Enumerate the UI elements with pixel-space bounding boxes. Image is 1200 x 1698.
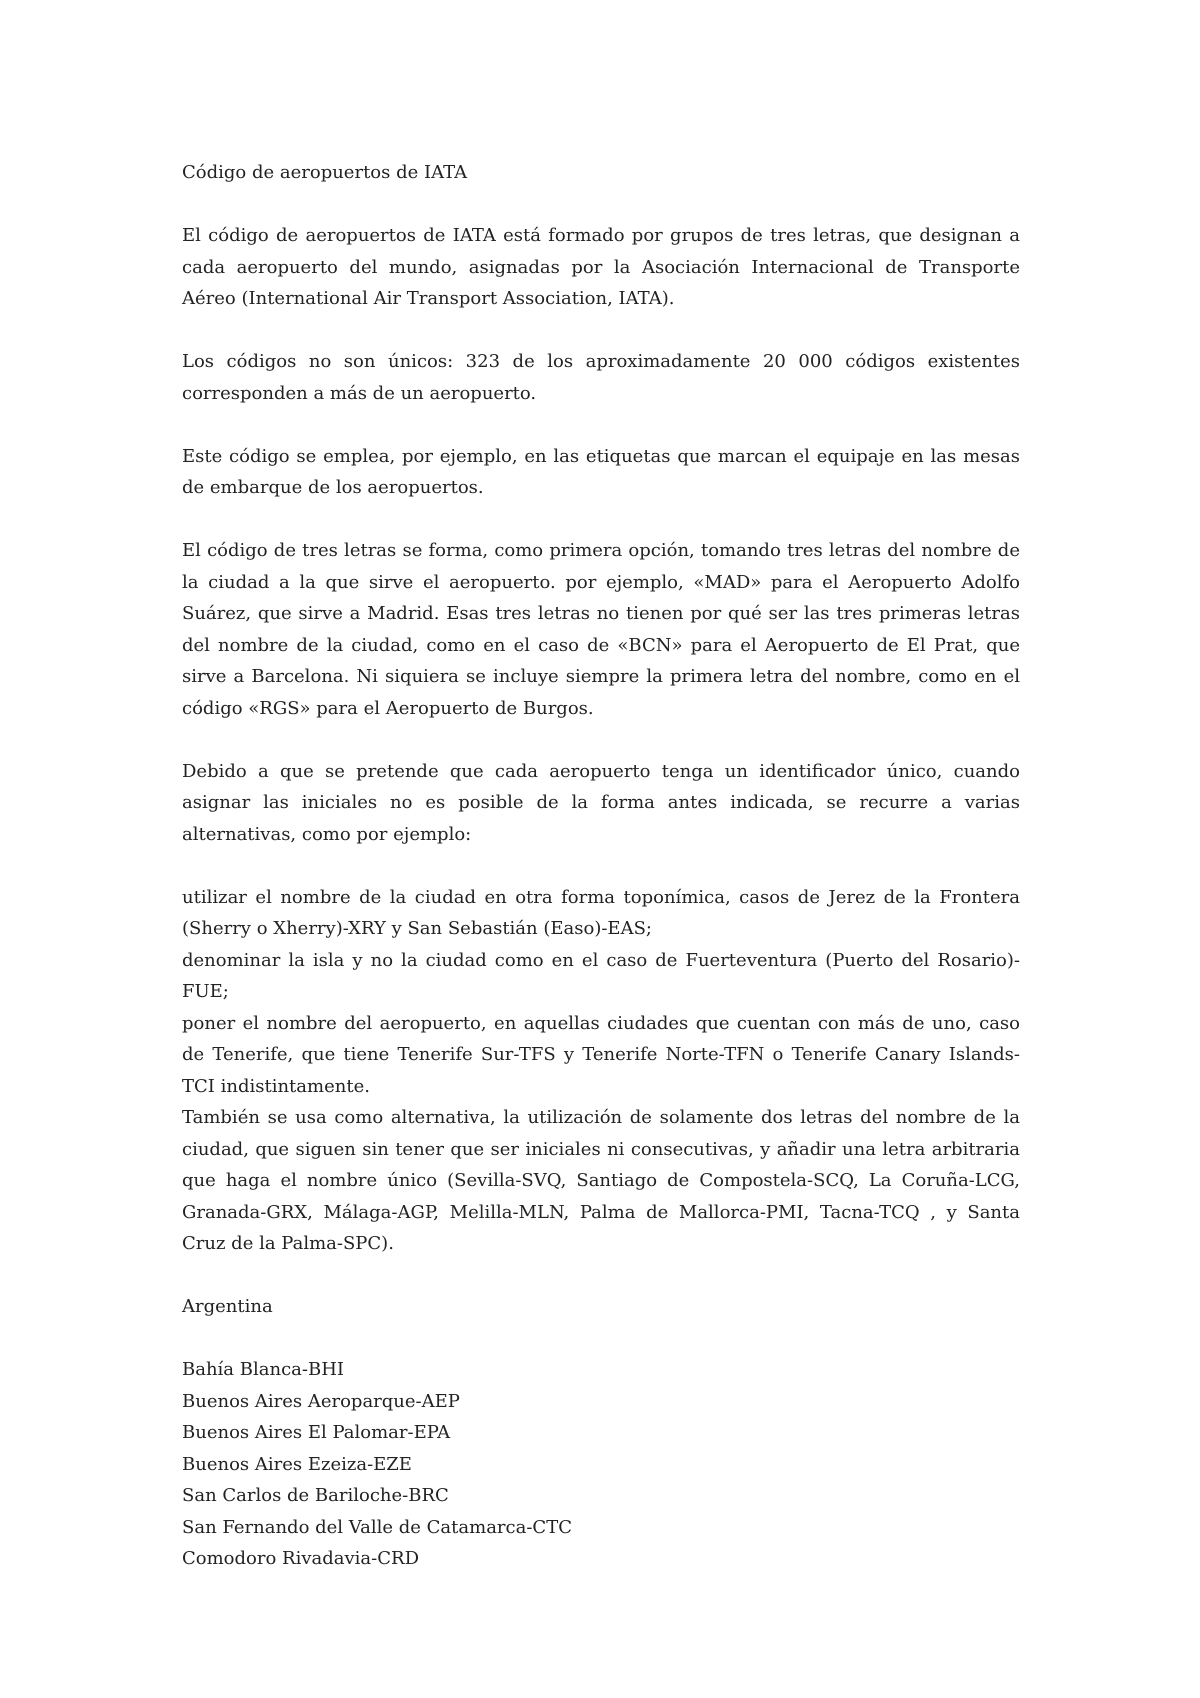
document-body [182, 157, 1020, 1575]
document-title: Código de aeropuertos de IATA [182, 162, 468, 183]
airport-list-item: San Carlos de Bariloche-BRC [182, 1485, 449, 1506]
airport-list-item: Bahía Blanca-BHI [182, 1359, 344, 1380]
airport-list-item: Buenos Aires Aeroparque-AEP [182, 1390, 460, 1412]
country-heading: Argentina [182, 1296, 273, 1317]
airport-list-item: Buenos Aires El Palomar-EPA [182, 1422, 451, 1443]
airport-list-item: San Fernando del Valle de Catamarca-CTC [182, 1516, 572, 1538]
airport-list-item: Buenos Aires Ezeiza-EZE [182, 1453, 412, 1475]
paragraph-intro: El código de aeropuertos de IATA está formado por grupos de tres letras, que designan a cada aeropuerto del mundo, asignadas por la Asociación Internacional de Transporte Aéreo (International Air Transport Association, IATA). [182, 225, 1020, 309]
paragraph-alternatives-intro: Debido a que se pretende que cada aeropuerto tenga un identificador único, cuando asignar las iniciales no es posible de la forma antes indicada, se recurre a varias alternativas, como por ejemplo: [182, 760, 1020, 845]
alternative-item: poner el nombre del aeropuerto, en aquellas ciudades que cuentan con más de uno, caso de Tenerife, que tiene Tenerife Sur-TFS y Tenerife Norte-TFN o Tenerife Canary Islands-TCI indistintamente. [182, 1012, 1020, 1097]
paragraph-usage: Este código se emplea, por ejemplo, en las etiquetas que marcan el equipaje en las mesas de embarque de los aeropuertos. [182, 445, 1020, 498]
airport-list-item: Comodoro Rivadavia-CRD [182, 1548, 419, 1569]
paragraph-uniqueness: Los códigos no son únicos: 323 de los aproximadamente 20 000 códigos existentes corresponden a más de un aeropuerto. [182, 351, 1020, 404]
alternative-item: denominar la isla y no la ciudad como en el caso de Fuerteventura (Puerto del Rosario)-FUE; [182, 949, 1020, 1002]
paragraph-formation: El código de tres letras se forma, como primera opción, tomando tres letras del nombre de la ciudad a la que sirve el aeropuerto. por ejemplo, «MAD» para el Aeropuerto Adolfo Suárez, que sirve a Madrid. Esas tres letras no tienen por qué ser las tres primeras letras del nombre de la ciudad, como en el caso de «BCN» para el Aeropuerto de El Prat, que sirve a Barcelona. Ni siquiera se incluye siempre la primera letra del nombre, como en el código «RGS» para el Aeropuerto de Burgos. [182, 540, 1020, 719]
alternative-item: utilizar el nombre de la ciudad en otra forma toponímica, casos de Jerez de la Frontera (Sherry o Xherry)-XRY y San Sebastián (Easo)-EAS; [182, 886, 1020, 939]
alternative-item: También se usa como alternativa, la utilización de solamente dos letras del nombre de la ciudad, que siguen sin tener que ser iniciales ni consecutivas, y añadir una letra arbitraria que haga el nombre único (Sevilla-SVQ, Santiago de Compostela-SCQ, La Coruña-LCG, Granada-GRX, Málaga-AGP, Melilla-MLN, Palma de Mallorca-PMI, Tacna-TCQ , y Santa Cruz de la Palma-SPC). [182, 1107, 1020, 1254]
